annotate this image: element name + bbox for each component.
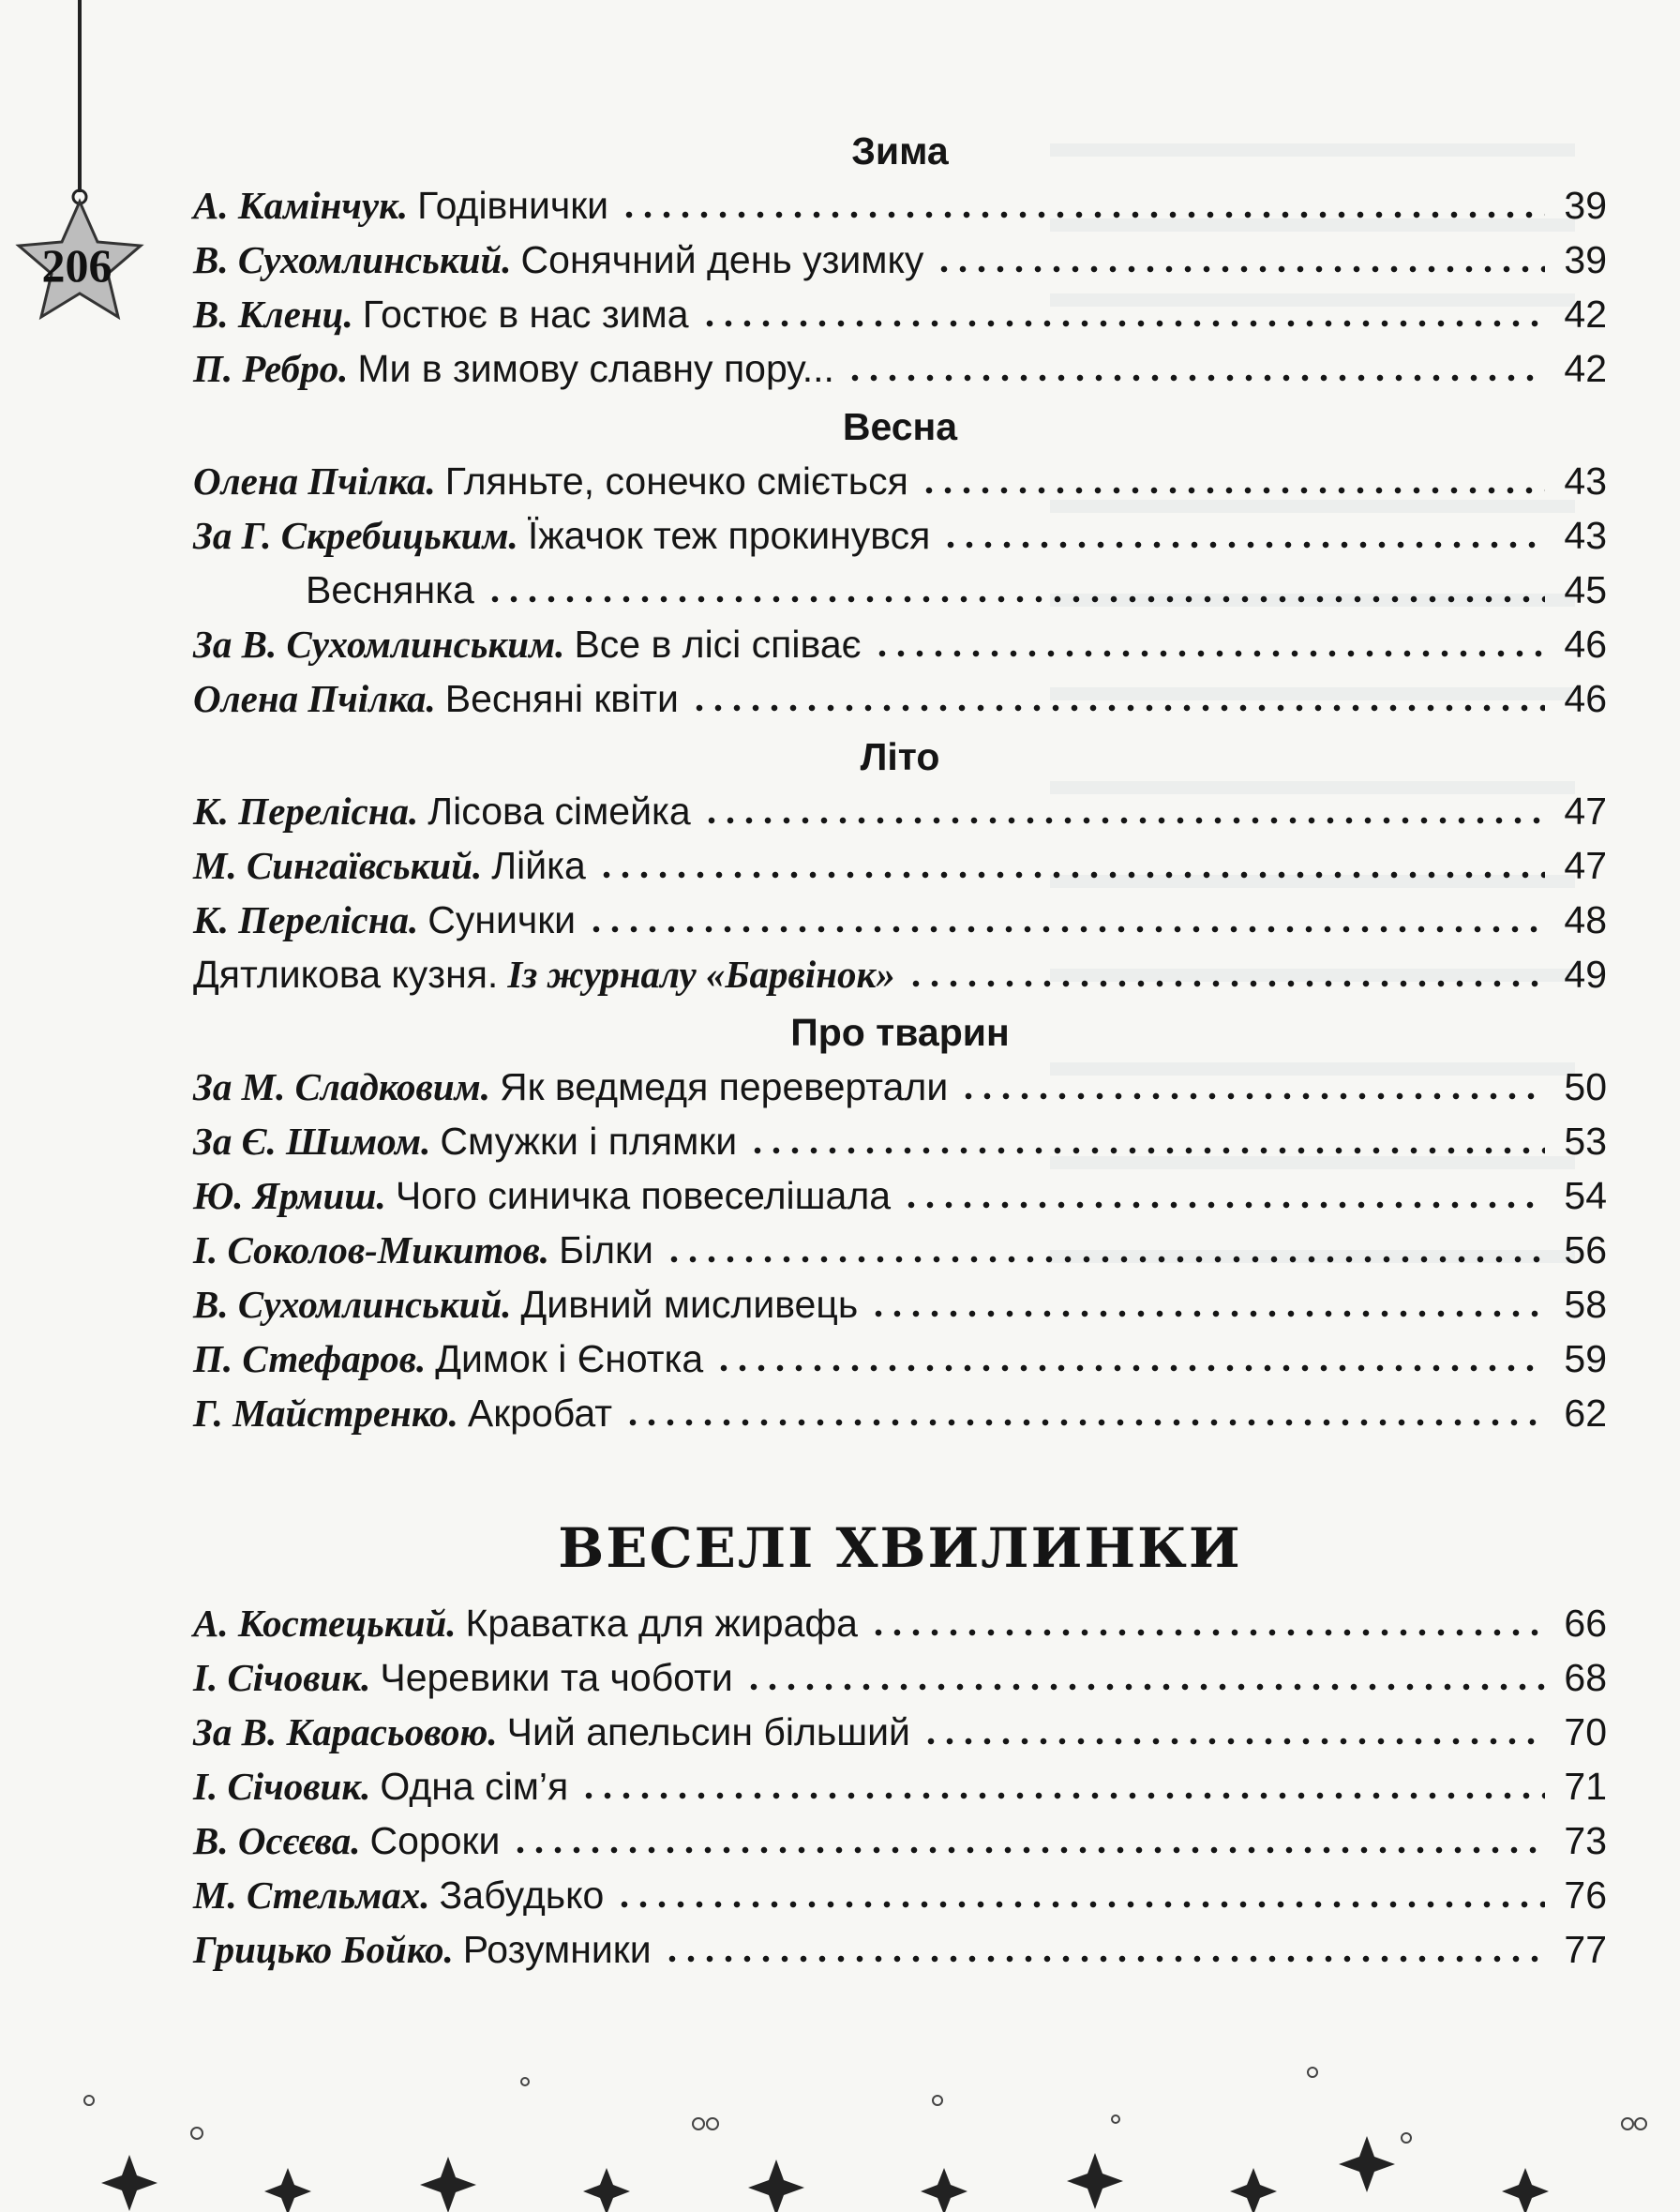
toc-entry[interactable] [193,563,1607,617]
entry-author: Грицько Бойко. [193,1928,454,1971]
entry-page-number: 47 [1564,790,1607,833]
sparkle-icon [264,2168,311,2212]
dot-leader [869,1309,1545,1318]
dot-leader [869,1628,1545,1637]
section-heading: Про тварин [790,1011,1010,1054]
entry-page-number: 68 [1564,1656,1607,1699]
dot-leader [907,979,1545,988]
entry-title: Чий апельсин більший [506,1710,910,1753]
entry-author: І. Січовик. [193,1765,371,1808]
entry-title: Дивний мисливець [520,1283,859,1326]
dot-leader [597,870,1545,880]
entry-author: К. Перелісна. [193,790,419,833]
entry-page-number: 39 [1564,238,1607,281]
dot-leader [511,1845,1545,1855]
table-of-contents [193,120,1607,1977]
entry-title: Ми в зимову славну пору... [357,347,834,390]
entry-author: І. Соколов-Микитов. [193,1228,550,1272]
entry-title: Сороки [369,1819,501,1862]
dot-leader [615,1900,1545,1909]
entry-title: Акробат [467,1392,613,1435]
toc-entry[interactable] [193,671,1607,726]
entry-author: І. Січовик. [193,1656,371,1699]
toc-entry[interactable] [193,1922,1607,1977]
entry-title: Розумники [462,1928,652,1971]
entry-title: Годівнички [417,184,609,227]
entry-author: За В. Карасьовою. [193,1710,498,1753]
entry-title: Сунички [428,898,577,941]
toc-entry[interactable] [193,1705,1607,1759]
section-heading: Зима [851,129,949,173]
sparkle-icon [748,2159,804,2212]
entry-page-number: 76 [1564,1873,1607,1917]
entry-page-number: 48 [1564,898,1607,941]
entry-page-number: 71 [1564,1765,1607,1808]
entry-title: Чого синичка повеселішала [395,1174,892,1217]
page-number: 206 [41,239,112,292]
entry-author: За Г. Скребицьким. [193,514,518,557]
entry-author: П. Стефаров. [193,1337,427,1380]
toc-entry[interactable] [193,784,1607,838]
dot-leader [744,1682,1545,1692]
entry-title: Краватка для жирафа [465,1602,858,1645]
toc-entry[interactable] [193,341,1607,396]
toc-entry[interactable] [193,617,1607,671]
toc-entry[interactable] [193,178,1607,233]
dot-leader [920,486,1545,495]
entry-page-number: 49 [1564,953,1607,996]
entry-title: Лісова сімейка [428,790,691,833]
entry-author: М. Сингаївський. [193,844,483,887]
entry-page-number: 62 [1564,1392,1607,1435]
entry-page-number: 77 [1564,1928,1607,1971]
chapter-heading: ВЕСЕЛІ ХВИЛИНКИ [558,1516,1242,1580]
toc-entry[interactable] [193,1060,1607,1114]
entry-title: Смужки і плямки [440,1120,738,1163]
toc-entry[interactable] [193,893,1607,947]
toc-entry[interactable] [193,454,1607,508]
entry-title: Все в лісі співає [574,623,862,666]
entry-page-number: 43 [1564,514,1607,557]
dot-leader [748,1146,1545,1155]
sparkle-icon [583,2168,630,2212]
toc-entry[interactable] [193,1277,1607,1332]
toc-entry[interactable] [193,1168,1607,1223]
dot-leader [902,1200,1545,1210]
entry-title: Дятликова кузня. [193,953,499,996]
entry-page-number: 73 [1564,1819,1607,1862]
sparkle-icon [1339,2136,1395,2192]
entry-page-number: 46 [1564,677,1607,720]
dot-leader [846,373,1545,383]
toc-entry[interactable] [193,947,1607,1001]
entry-author: А. Камінчук. [193,184,409,227]
dot-leader [690,703,1545,713]
entry-title: Їжачок теж прокинувся [527,514,931,557]
entry-page-number: 47 [1564,844,1607,887]
sparkle-icon [101,2155,158,2211]
entry-page-number: 42 [1564,347,1607,390]
entry-title: Як ведмедя перевертали [499,1065,949,1108]
entry-page-number: 42 [1564,293,1607,336]
entry-page-number: 45 [1564,568,1607,611]
dot-leader [873,649,1545,658]
entry-author: В. Сухомлинський. [193,238,512,281]
dot-leader [620,210,1545,219]
entry-page-number: 58 [1564,1283,1607,1326]
entry-page-number: 43 [1564,459,1607,503]
dot-leader [702,816,1545,825]
toc-entry[interactable] [193,1114,1607,1168]
entry-page-number: 66 [1564,1602,1607,1645]
entry-title: Лійка [491,844,586,887]
toc-entry[interactable] [193,1596,1607,1650]
dot-leader [941,540,1545,549]
sparkle-icon [921,2168,968,2212]
entry-page-number: 50 [1564,1065,1607,1108]
footer-sparkles-decoration [0,2044,1680,2212]
entry-title: Забудько [439,1873,605,1917]
entry-author: В. Осєєва. [193,1819,361,1862]
dot-leader [579,1791,1545,1800]
entry-title: Одна сім’я [380,1765,569,1808]
sparkle-icon [1502,2168,1549,2212]
entry-page-number: 70 [1564,1710,1607,1753]
dot-leader [922,1737,1545,1746]
section-heading: Літо [860,735,940,778]
entry-author: За В. Сухомлинським. [193,623,565,666]
entry-page-number: 46 [1564,623,1607,666]
entry-page-number: 56 [1564,1228,1607,1272]
dot-leader [486,594,1545,604]
entry-page-number: 39 [1564,184,1607,227]
entry-author: Олена Пчілка. [193,677,436,720]
entry-title: Білки [559,1228,653,1272]
section-heading: Весна [842,405,958,448]
entry-author: А. Костецький. [193,1602,457,1645]
entry-page-number: 53 [1564,1120,1607,1163]
toc-entry[interactable] [193,287,1607,341]
toc-entry[interactable] [193,1868,1607,1922]
dot-leader [714,1363,1545,1373]
entry-author: Ю. Ярмиш. [193,1174,386,1217]
entry-author: М. Стельмах. [193,1873,430,1917]
entry-author: Г. Майстренко. [193,1392,458,1435]
dot-leader [700,319,1545,328]
dot-leader [665,1255,1545,1264]
entry-page-number: 59 [1564,1337,1607,1380]
toc-entry[interactable] [193,1223,1607,1277]
dot-leader [587,925,1545,934]
entry-title: Гляньте, сонечко сміється [444,459,908,503]
entry-title: Сонячний день узимку [520,238,924,281]
entry-title: Веснянка [306,568,474,611]
entry-author: В. Сухомлинський. [193,1283,512,1326]
entry-title: Гостює в нас зима [362,293,689,336]
entry-author: П. Ребро. [193,347,349,390]
sparkle-icon [1230,2168,1277,2212]
sparkle-icon [1067,2153,1123,2209]
entry-title: Черевики та чоботи [380,1656,733,1699]
dot-leader [959,1091,1545,1101]
entry-author: За М. Сладковим. [193,1065,490,1108]
sparkle-icon [420,2157,476,2212]
toc-entry[interactable] [193,1332,1607,1386]
toc-entry[interactable] [193,1650,1607,1705]
dot-leader [623,1418,1545,1427]
entry-title: Димок і Єнотка [435,1337,704,1380]
entry-author: К. Перелісна. [193,898,419,941]
toc-entry[interactable] [193,508,1607,563]
toc-entry[interactable] [193,838,1607,893]
entry-source: Із журналу «Барвінок» [507,953,895,996]
page-number-star-ornament [0,0,159,338]
entry-author: За Є. Шимом. [193,1120,431,1163]
toc-entry[interactable] [193,1759,1607,1813]
toc-entry[interactable] [193,1386,1607,1440]
dot-leader [663,1954,1545,1964]
entry-title: Весняні квіти [444,677,679,720]
toc-entry[interactable] [193,233,1607,287]
dot-leader [935,264,1545,274]
toc-entry[interactable] [193,1813,1607,1868]
entry-author: Олена Пчілка. [193,459,436,503]
entry-page-number: 54 [1564,1174,1607,1217]
entry-author: В. Кленц. [193,293,353,336]
